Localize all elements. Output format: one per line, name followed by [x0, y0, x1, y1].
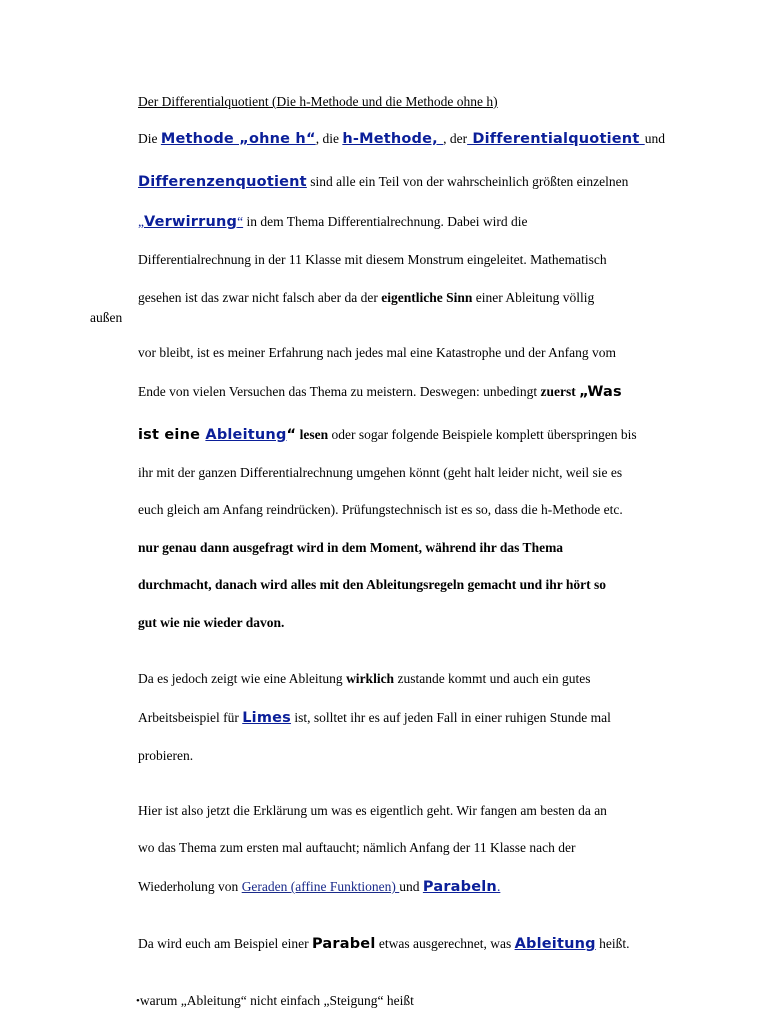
text-run: ist, solltet ihr es auf jeden Fall in einer ruhigen Stunde mal: [291, 710, 611, 725]
text-run: einer Ableitung völlig: [472, 290, 595, 305]
page-title: [138, 95, 498, 109]
bold-text: lesen: [296, 427, 329, 442]
link-methode-ohne-h[interactable]: Methode „ohne h“: [160, 131, 316, 147]
text-run: Wiederholung von: [138, 879, 242, 894]
p1-line-5: [138, 291, 594, 305]
p4-line-1: [138, 937, 629, 952]
p1-line-1: [138, 132, 665, 147]
bold-text: ist eine: [138, 427, 206, 443]
bullet-item: [136, 994, 414, 1008]
link-ableitung[interactable]: Ableitung: [205, 427, 287, 443]
bold-text: Parabel: [311, 936, 376, 952]
link-verwirrung-open[interactable]: „: [138, 214, 144, 229]
text-run: zustande kommt und auch ein gutes: [394, 671, 591, 686]
link-h-methode[interactable]: h-Methode,: [342, 131, 444, 147]
bold-text: “: [286, 427, 297, 443]
bold-text: eigentliche Sinn: [381, 290, 473, 305]
p1-line-12: durchmacht, danach wird alles mit den Ableitungsregeln gemacht und ihr hört so: [138, 577, 607, 592]
title-text[interactable]: Der Differentialquotient (Die h-Methode und die Methode ohne h): [138, 94, 498, 109]
p2-line-2: [138, 711, 611, 726]
text-run: oder sogar folgende Beispiele komplett überspringen bis: [328, 427, 637, 442]
bold-text: wirklich: [346, 671, 395, 686]
p1-line-4: Differentialrechnung in der 11 Klasse mit diesem Monstrum eingeleitet. Mathematisch: [138, 252, 607, 267]
bold-text: zuerst: [540, 384, 580, 399]
text-run: Ende von vielen Versuchen das Thema zu meistern. Deswegen: unbedingt: [138, 384, 541, 399]
text-run: und: [399, 879, 423, 894]
text-run: Da es jedoch zeigt wie eine Ableitung: [138, 671, 347, 686]
link-verwirrung[interactable]: Verwirrung: [144, 214, 238, 230]
text-run: , die: [315, 131, 343, 146]
p3-line-1: Hier ist also jetzt die Erklärung um was es eigentlich geht. Wir fangen am besten da an: [138, 803, 607, 818]
text-run: , der: [443, 131, 468, 146]
link-parabeln-period[interactable]: .: [496, 879, 501, 894]
p1-line-13: gut wie nie wieder davon.: [138, 615, 285, 630]
link-differenzenquotient[interactable]: Differenzenquotient: [138, 174, 307, 190]
text-run: und: [644, 131, 665, 146]
bullet-icon: •: [136, 995, 140, 1007]
p1-line-3: [138, 215, 528, 230]
text-run: heißt.: [595, 936, 630, 951]
p2-line-1: [138, 672, 591, 686]
link-limes[interactable]: Limes: [242, 710, 292, 726]
text-run: etwas ausgerechnet, was: [375, 936, 515, 951]
p1-line-7: [138, 385, 622, 400]
p3-line-3: [138, 880, 500, 895]
text-run: Arbeitsbeispiel für: [138, 710, 243, 725]
link-verwirrung-close[interactable]: “: [237, 214, 244, 229]
text-run: gesehen ist das zwar nicht falsch aber da der: [138, 290, 382, 305]
link-geraden[interactable]: Geraden (affine Funktionen): [241, 879, 400, 894]
p1-line-10: euch gleich am Anfang reindrücken). Prüfungstechnisch ist es so, dass die h-Methode etc.: [138, 502, 623, 517]
p1-line-6: vor bleibt, ist es meiner Erfahrung nach jedes mal eine Katastrophe und der Anfang vom: [138, 345, 616, 360]
text-run: in dem Thema Differentialrechnung. Dabei wird die: [243, 214, 528, 229]
bullet-text: warum „Ableitung“ nicht einfach „Steigung“ heißt: [139, 993, 414, 1008]
link-differentialquotient[interactable]: Differentialquotient: [467, 131, 645, 147]
text-run: Die: [138, 131, 161, 146]
p1-line-9: ihr mit der ganzen Differentialrechnung umgehen könnt (geht halt leider nicht, weil sie es: [138, 465, 623, 480]
p3-line-2: wo das Thema zum ersten mal auftaucht; nämlich Anfang der 11 Klasse nach der: [138, 840, 576, 855]
p1-line-5-wrap: außen: [90, 310, 123, 325]
text-run: sind alle ein Teil von der wahrscheinlich größten einzelnen: [306, 174, 629, 189]
p1-line-11: nur genau dann ausgefragt wird in dem Moment, während ihr das Thema: [138, 540, 564, 555]
bold-text: „Was: [579, 384, 622, 400]
p2-line-3: probieren.: [138, 748, 194, 763]
p1-line-8: [138, 428, 637, 443]
link-ableitung-2[interactable]: Ableitung: [514, 936, 596, 952]
p1-line-2: [138, 175, 628, 190]
link-parabeln[interactable]: Parabeln: [422, 879, 497, 895]
text-run: Da wird euch am Beispiel einer: [138, 936, 312, 951]
